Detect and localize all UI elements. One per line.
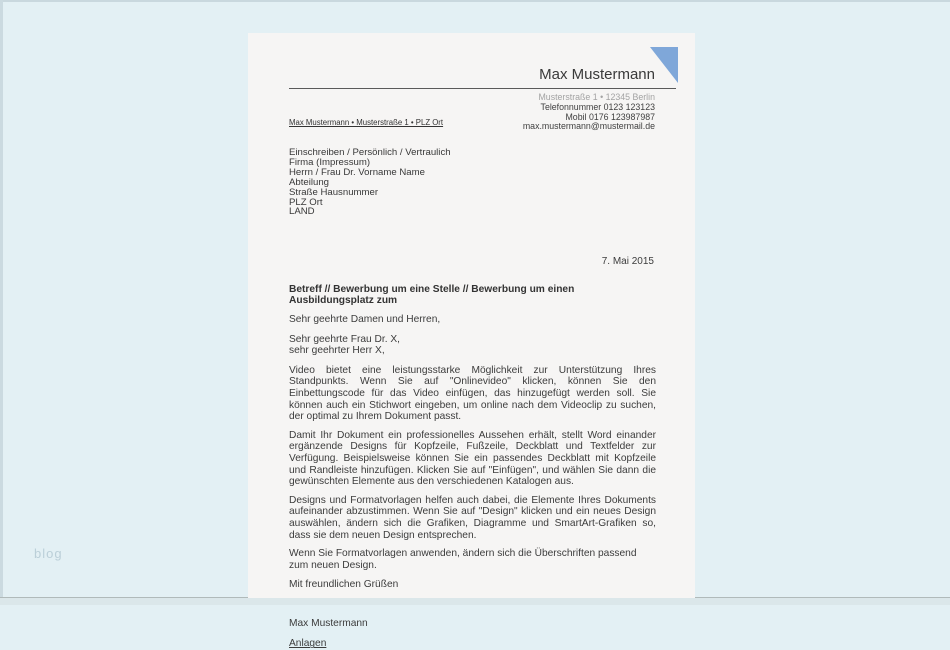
signature-name: Max Mustermann [289, 617, 368, 629]
sender-name-heading: Max Mustermann [539, 66, 655, 83]
recipient-line: Einschreiben / Persönlich / Vertraulich [289, 147, 451, 158]
recipient-line: Straße Hausnummer [289, 186, 379, 198]
closing-line: Mit freundlichen Grüßen [289, 579, 399, 591]
background-watermark: blog [34, 546, 63, 561]
enclosures-label: Anlagen [289, 638, 327, 650]
sender-mobile: Mobil 0176 123987987 [565, 111, 655, 122]
sender-phone: Telefonnummer 0123 123123 [540, 101, 655, 112]
body-paragraph-2: Damit Ihr Dokument ein professionelles Aussehen erhält, stellt Word einander ergänzende Designs für Kopfzeile, Fußzeile, Deckblatt und Textfelder zur Verfügung. Beispielsweise können Sie ein passendes Deckblatt mit Kopfzeile und Randleiste hinzufügen. Klicken Sie auf "Einfügen", und wählen Sie dann die gewünschten Elemente aus den verschiedenen Katalogen aus. [289, 429, 656, 488]
salutation-personal [289, 334, 656, 357]
subject-line: Betreff // Bewerbung um eine Stelle // Bewerbung um einen Ausbildungsplatz zum [289, 284, 575, 306]
recipient-address-block [289, 148, 451, 217]
recipient-line: LAND [289, 206, 315, 218]
salutation-frau: Sehr geehrte Frau Dr. X, [289, 333, 400, 345]
sender-email: max.mustermann@mustermail.de [522, 121, 655, 132]
salutation-herr: sehr geehrter Herr X, [289, 345, 385, 357]
body-paragraph-3: Designs und Formatvorlagen helfen auch dabei, die Elemente Ihres Dokuments aufeinander abzustimmen. Wenn Sie auf "Design" klicken und ein neues Design auswählen, ändern sich die Grafiken, Diagramme und SmartArt-Grafiken so, dass sie dem neuen Design entsprechen. [289, 494, 656, 541]
header-divider [289, 88, 676, 89]
recipient-line: PLZ Ort [289, 196, 323, 208]
recipient-line: Abteilung [289, 176, 330, 188]
body-paragraph-1: Video bietet eine leistungsstarke Möglichkeit zur Unterstützung Ihres Standpunkts. Wenn Sie auf "Onlinevideo" klicken, können Sie den Einbettungscode für das Video einfügen, das hinzugefügt werden soll. Sie können auch ein Stichwort eingeben, um online nach dem Videoclip zu suchen, der optimal zu Ihrem Dokument passt. [289, 364, 656, 423]
recipient-line: Herrn / Frau Dr. Vorname Name [289, 166, 425, 178]
recipient-line: Firma (Impressum) [289, 156, 371, 168]
sender-address: Musterstraße 1 • 12345 Berlin [538, 92, 655, 102]
letter-date: 7. Mai 2015 [601, 256, 654, 267]
window-edge-top [0, 0, 950, 2]
body-paragraph-4: Wenn Sie Formatvorlagen anwenden, ändern sich die Überschriften passend zum neuen Design. [289, 548, 637, 571]
letter-page [248, 33, 695, 650]
sender-contact-block [523, 93, 655, 132]
return-address-line: Max Mustermann • Musterstraße 1 • PLZ Ort [289, 118, 444, 127]
window-edge-left [0, 0, 3, 605]
salutation-general: Sehr geehrte Damen und Herren, [289, 314, 441, 325]
letter-body [289, 314, 656, 650]
